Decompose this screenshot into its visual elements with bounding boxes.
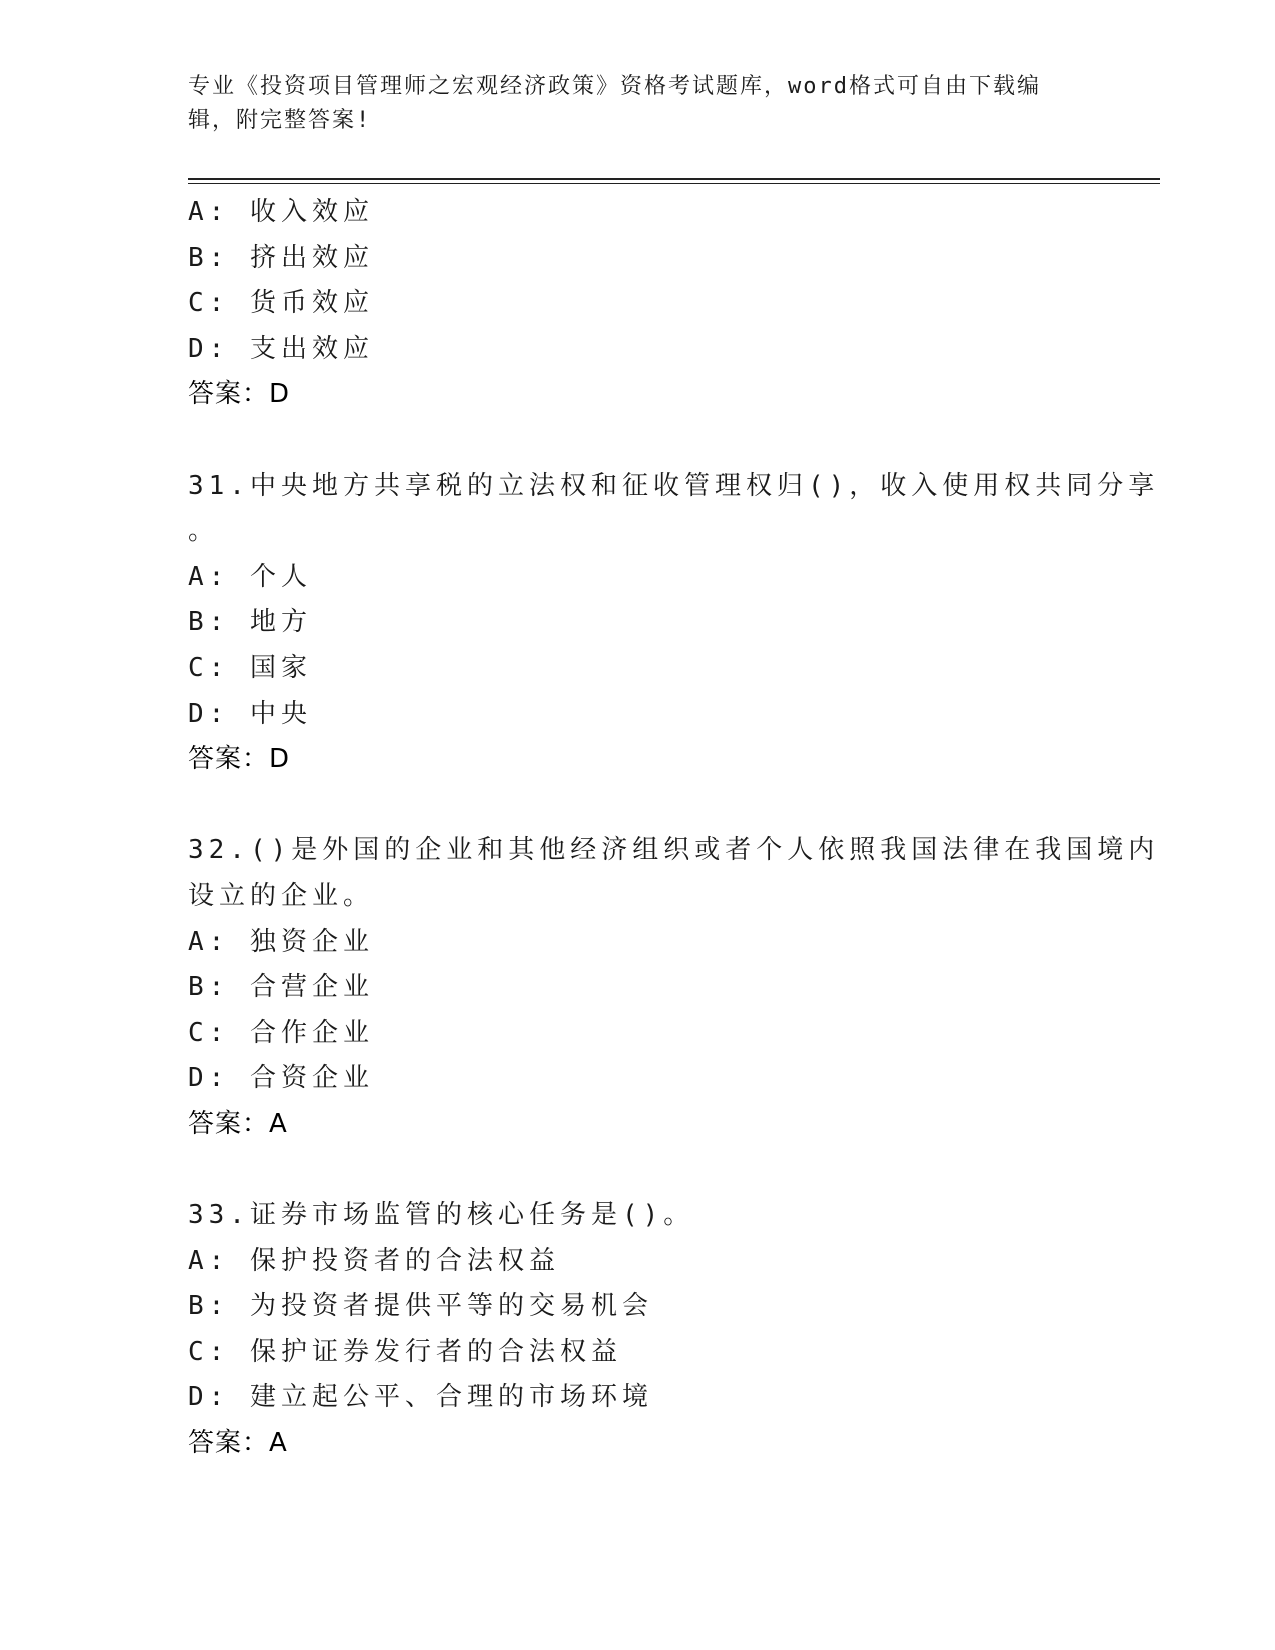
option-c: C: 国家	[188, 652, 312, 683]
question-block-32	[188, 828, 1160, 1147]
question-text-line-2: 。	[188, 516, 220, 547]
option-d: D: 中央	[188, 698, 312, 729]
option-d: D: 合资企业	[188, 1063, 374, 1094]
option-a: A: 保护投资者的合法权益	[188, 1245, 560, 1276]
spacer	[188, 1147, 1088, 1193]
option-b: B: 合营企业	[188, 972, 374, 1003]
question-block-31	[188, 464, 1160, 783]
question-list	[188, 190, 1160, 1467]
question-block-33	[188, 1193, 1088, 1467]
question-text-line-1: 31.中央地方共享税的立法权和征收管理权归()，收入使用权共同分享	[188, 470, 1160, 501]
header-divider-thin	[188, 183, 1160, 184]
header-line-2: 辑，附完整答案!	[188, 108, 372, 133]
option-b: B: 地方	[188, 607, 312, 638]
spacer	[188, 783, 1088, 829]
option-b: B: 挤出效应	[188, 242, 374, 273]
question-block-30	[188, 190, 1088, 418]
option-b: B: 为投资者提供平等的交易机会	[188, 1291, 653, 1322]
option-c: C: 合作企业	[188, 1017, 374, 1048]
question-text-line-2: 设立的企业。	[188, 880, 375, 911]
answer-line: 答案：A	[188, 1428, 288, 1459]
answer-line: 答案：A	[188, 1108, 288, 1139]
answer-line: 答案：D	[188, 744, 291, 775]
option-a: A: 收入效应	[188, 197, 374, 227]
option-d: D: 建立起公平、合理的市场环境	[188, 1382, 653, 1413]
option-a: A: 独资企业	[188, 926, 374, 957]
option-a: A: 个人	[188, 561, 312, 592]
header-line-1: 专业《投资项目管理师之宏观经济政策》资格考试题库，word格式可自由下载编	[188, 74, 1041, 99]
document-header	[188, 70, 1088, 138]
option-c: C: 货币效应	[188, 288, 374, 319]
option-d: D: 支出效应	[188, 333, 374, 364]
question-text-line-1: 32.()是外国的企业和其他经济组织或者个人依照我国法律在我国境内	[188, 835, 1160, 866]
header-divider-thick	[188, 178, 1160, 180]
answer-line: 答案：D	[188, 379, 291, 410]
spacer	[188, 418, 1088, 464]
question-text-line-1: 33.证券市场监管的核心任务是()。	[188, 1200, 695, 1231]
option-c: C: 保护证券发行者的合法权益	[188, 1336, 622, 1367]
